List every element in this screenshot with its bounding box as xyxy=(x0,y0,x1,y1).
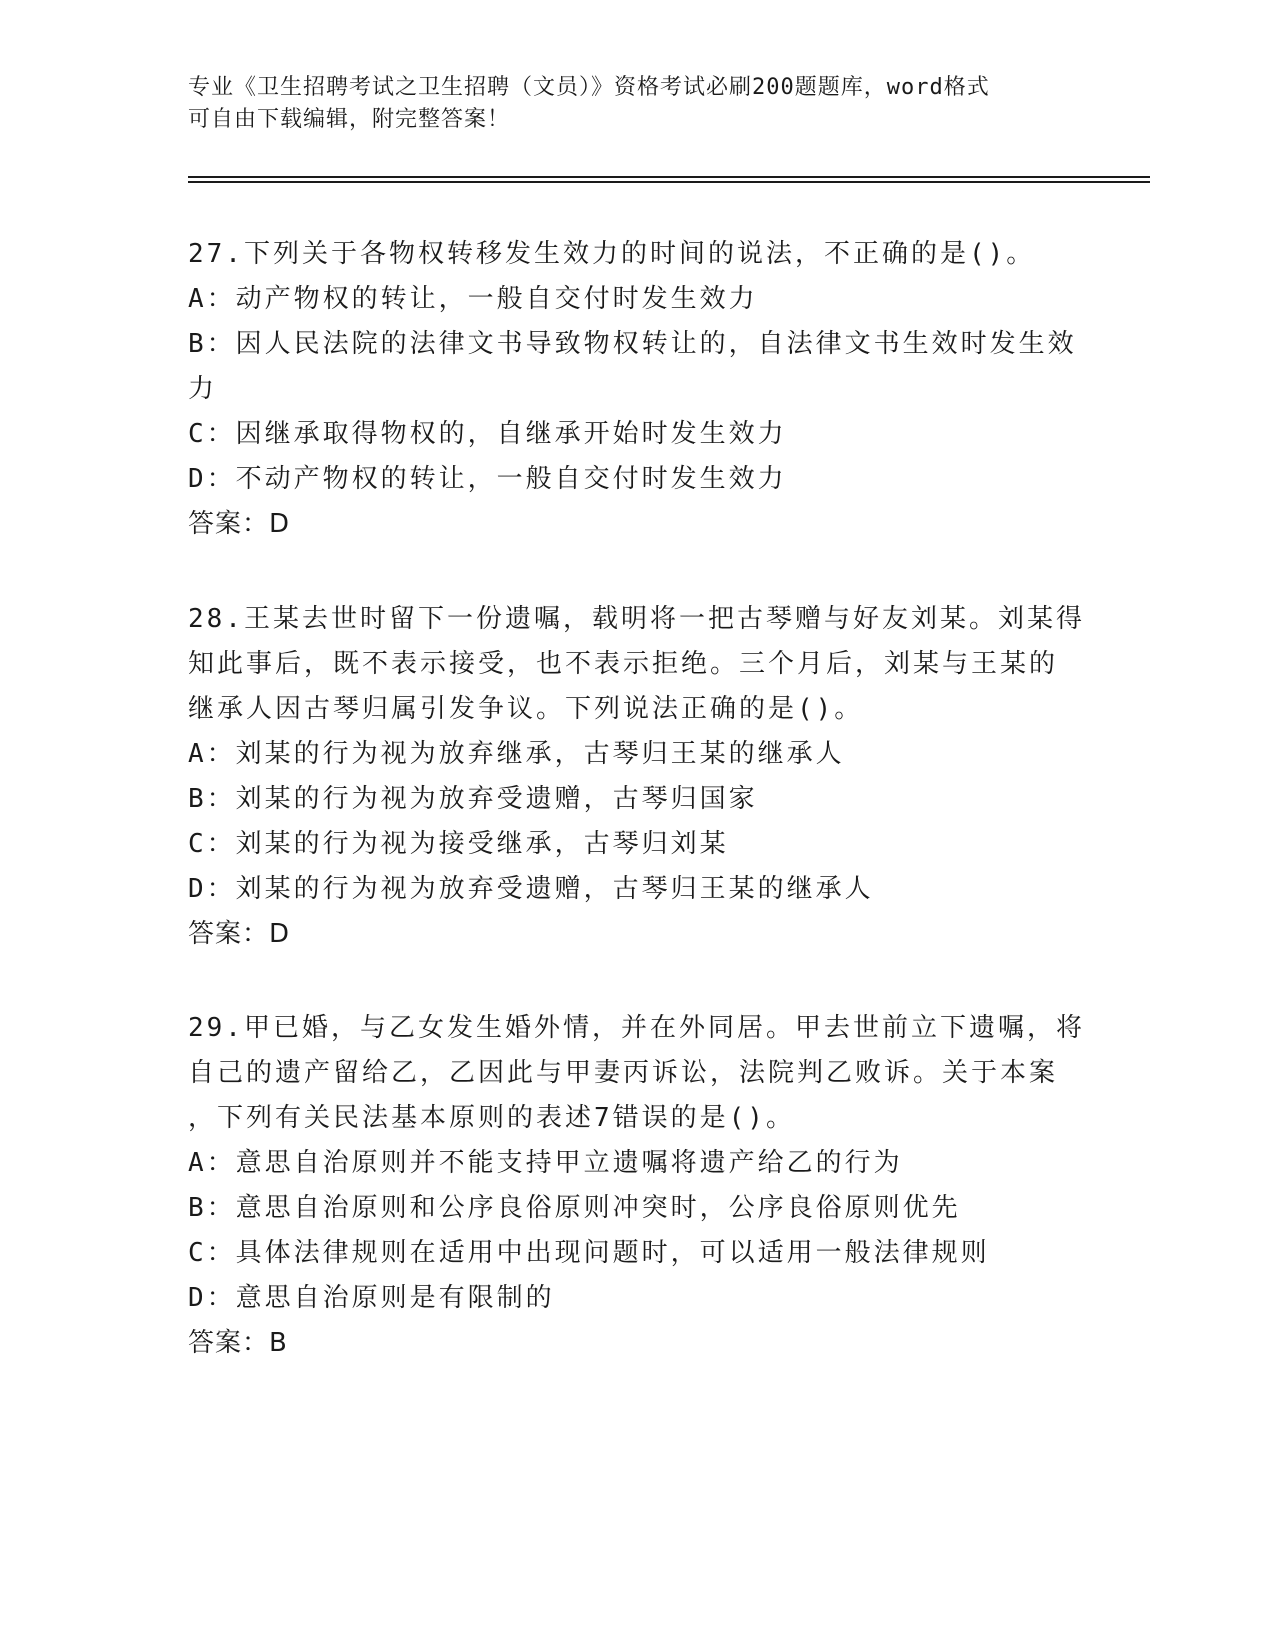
question-28 xyxy=(188,597,1088,957)
option-d: D：刘某的行为视为放弃受遗赠，古琴归王某的继承人 xyxy=(188,874,874,904)
question-stem: 27.下列关于各物权转移发生效力的时间的说法，不正确的是()。 xyxy=(188,239,1036,269)
option-a: A：刘某的行为视为放弃继承，古琴归王某的继承人 xyxy=(188,739,845,769)
question-stem: 28.王某去世时留下一份遗嘱，载明将一把古琴赠与好友刘某。刘某得 xyxy=(188,604,1085,634)
header-line-2: 可自由下载编辑，附完整答案！ xyxy=(188,107,511,132)
question-stem: 知此事后，既不表示接受，也不表示拒绝。三个月后，刘某与王某的 xyxy=(188,649,1059,679)
question-stem: 自己的遗产留给乙，乙因此与甲妻丙诉讼，法院判乙败诉。关于本案 xyxy=(188,1058,1059,1088)
question-stem: 29.甲已婚，与乙女发生婚外情，并在外同居。甲去世前立下遗嘱，将 xyxy=(188,1013,1085,1043)
header-line-1: 专业《卫生招聘考试之卫生招聘（文员）》资格考试必刷200题题库，word格式 xyxy=(188,75,990,100)
header-divider-bottom xyxy=(188,181,1150,183)
question-stem: ，下列有关民法基本原则的表述7错误的是()。 xyxy=(188,1103,795,1133)
option-a: A：动产物权的转让，一般自交付时发生效力 xyxy=(188,284,758,314)
option-c: C：因继承取得物权的，自继承开始时发生效力 xyxy=(188,419,787,449)
option-b: B：意思自治原则和公序良俗原则冲突时，公序良俗原则优先 xyxy=(188,1193,961,1223)
question-27 xyxy=(188,232,1088,547)
answer: 答案：D xyxy=(188,509,291,539)
question-stem: 继承人因古琴归属引发争议。下列说法正确的是()。 xyxy=(188,694,864,724)
option-d: D：意思自治原则是有限制的 xyxy=(188,1283,555,1313)
header-divider-top xyxy=(188,176,1150,178)
answer: 答案：D xyxy=(188,919,291,949)
option-b: B：因人民法院的法律文书导致物权转让的，自法律文书生效时发生效 xyxy=(188,329,1077,359)
option-d: D：不动产物权的转让，一般自交付时发生效力 xyxy=(188,464,787,494)
option-c: C：具体法律规则在适用中出现问题时，可以适用一般法律规则 xyxy=(188,1238,990,1268)
answer: 答案：B xyxy=(188,1328,288,1358)
option-b: B：刘某的行为视为放弃受遗赠，古琴归国家 xyxy=(188,784,758,814)
option-c: C：刘某的行为视为接受继承，古琴归刘某 xyxy=(188,829,729,859)
question-29 xyxy=(188,1006,1088,1366)
option-b-continued: 力 xyxy=(188,374,218,404)
option-a: A：意思自治原则并不能支持甲立遗嘱将遗产给乙的行为 xyxy=(188,1148,903,1178)
document-header xyxy=(188,72,1088,136)
